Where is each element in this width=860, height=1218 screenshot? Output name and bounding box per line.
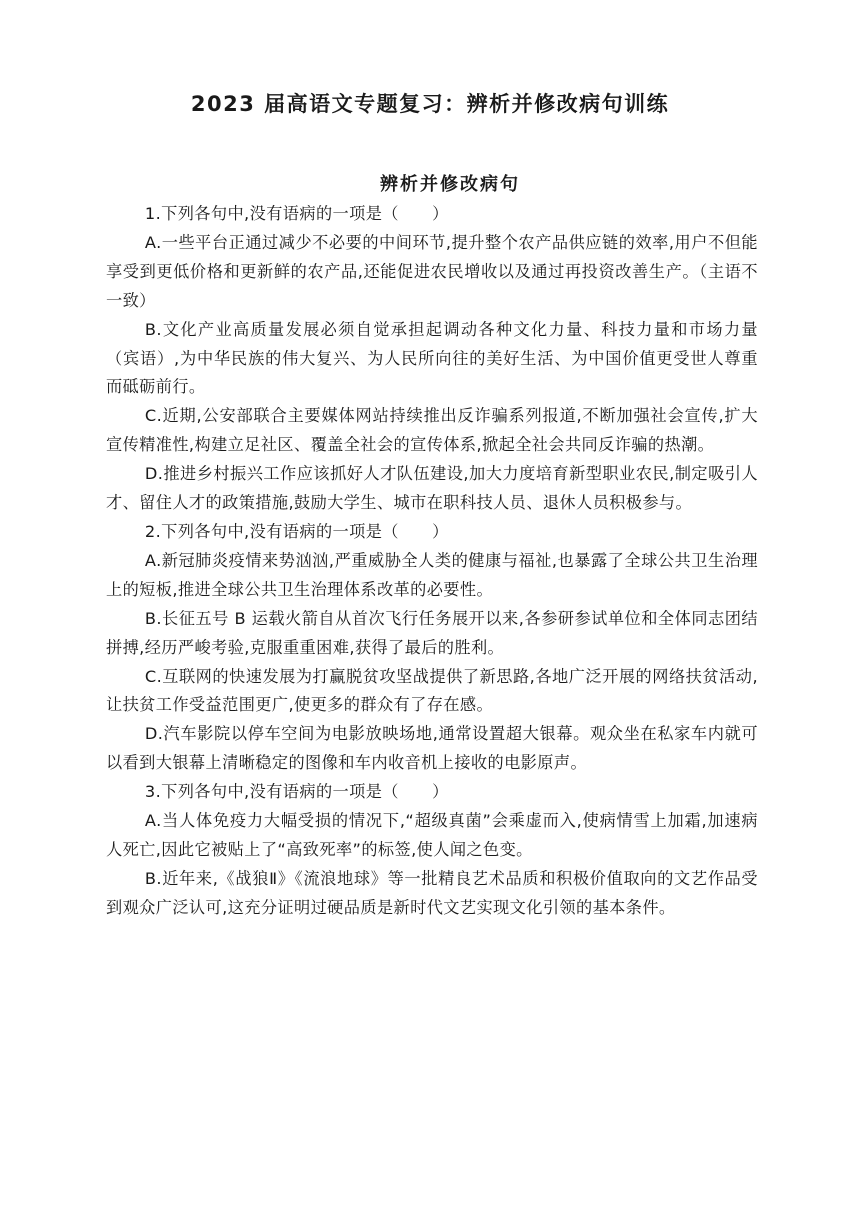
- question-option: B.长征五号 B 运载火箭自从首次飞行任务展开以来,各参研参试单位和全体同志团结拼搏,经历严峻考验,克服重重困难,获得了最后的胜利。: [106, 608, 758, 657]
- question-option: A.一些平台正通过减少不必要的中间环节,提升整个农产品供应链的效率,用户不但能享受到更低价格和更新鲜的农产品,还能促进农民增收以及通过再投资改善生产。（主语不一致）: [106, 232, 758, 310]
- question-stem: 2.下列各句中,没有语病的一项是（ ）: [144, 521, 449, 541]
- question-list: [106, 200, 758, 923]
- question-stem: 1.下列各句中,没有语病的一项是（ ）: [144, 204, 449, 223]
- question-stem: 3.下列各句中,没有语病的一项是（ ）: [144, 782, 449, 802]
- question-option: A.新冠肺炎疫情来势汹汹,严重威胁全人类的健康与福祉,也暴露了全球公共卫生治理上的短板,推进全球公共卫生治理体系改革的必要性。: [106, 550, 758, 599]
- question-option: C.近期,公安部联合主要媒体网站持续推出反诈骗系列报道,不断加强社会宣传,扩大宣传精准性,构建立足社区、覆盖全社会的宣传体系,掀起全社会共同反诈骗的热潮。: [106, 406, 758, 455]
- section-title: 辨析并修改病句: [380, 174, 520, 195]
- question-option: B.文化产业高质量发展必须自觉承担起调动各种文化力量、科技力量和市场力量（宾语）,为中华民族的伟大复兴、为人民所向往的美好生活、为中国价值更受世人尊重而砥砺前行。: [106, 319, 758, 397]
- question-option: B.近年来,《战狼Ⅱ》《流浪地球》等一批精良艺术品质和积极价值取向的文艺作品受到观众广泛认可,这充分证明过硬品质是新时代文艺实现文化引领的基本条件。: [106, 868, 758, 917]
- question-option: D.推进乡村振兴工作应该抓好人才队伍建设,加大力度培育新型职业农民,制定吸引人才、留住人才的政策措施,鼓励大学生、城市在职科技人员、退休人员积极参与。: [106, 464, 758, 513]
- question-option: C.互联网的快速发展为打赢脱贫攻坚战提供了新思路,各地广泛开展的网络扶贫活动,让扶贫工作受益范围更广,使更多的群众有了存在感。: [106, 666, 758, 715]
- question-option: D.汽车影院以停车空间为电影放映场地,通常设置超大银幕。观众坐在私家车内就可以看到大银幕上清晰稳定的图像和车内收音机上接收的电影原声。: [106, 724, 758, 773]
- document-title: 2023 届高语文专题复习：辨析并修改病句训练: [190, 92, 670, 116]
- question-option: A.当人体免疫力大幅受损的情况下,“超级真菌”会乘虚而入,使病情雪上加霜,加速病人死亡,因此它被贴上了“高致死率”的标签,使人闻之色变。: [106, 811, 758, 859]
